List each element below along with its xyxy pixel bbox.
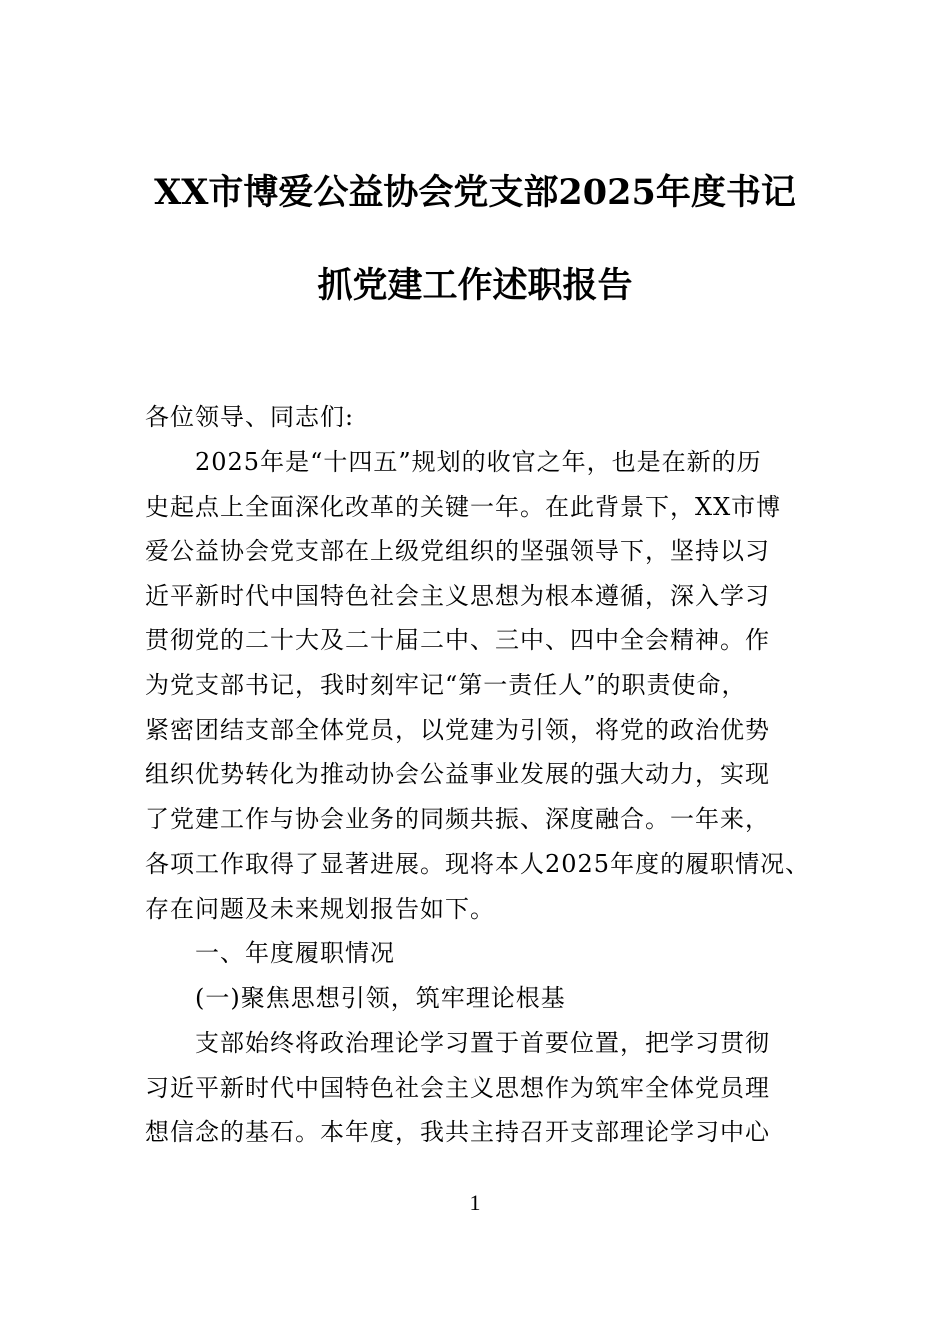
subsection-heading: (一)聚焦思想引领，筑牢理论根基 xyxy=(195,984,566,1012)
page-number: 1 xyxy=(469,1190,481,1215)
report-title-line-2: 抓党建工作述职报告 xyxy=(317,265,633,306)
intro-line: 组织优势转化为推动协会公益事业发展的强大动力，实现 xyxy=(145,760,770,788)
report-title-line-1: XX市博爱公益协会党支部2025年度书记 xyxy=(154,172,796,213)
section-heading: 一、年度履职情况 xyxy=(195,939,395,967)
intro-line: 2025年是“十四五”规划的收官之年，也是在新的历 xyxy=(195,448,762,476)
intro-line: 贯彻党的二十大及二十届二中、三中、四中全会精神。作 xyxy=(145,626,770,654)
intro-line: 各项工作取得了显著进展。现将本人2025年度的履职情况、 xyxy=(145,850,811,878)
intro-line: 了党建工作与协会业务的同频共振、深度融合。一年来， xyxy=(145,805,770,833)
body-line: 想信念的基石。本年度，我共主持召开支部理论学习中心 xyxy=(145,1118,770,1146)
intro-line: 史起点上全面深化改革的关键一年。在此背景下，XX市博 xyxy=(145,493,782,521)
body-line: 支部始终将政治理论学习置于首要位置，把学习贯彻 xyxy=(195,1029,770,1057)
body-line: 习近平新时代中国特色社会主义思想作为筑牢全体党员理 xyxy=(145,1074,770,1102)
salutation: 各位领导、同志们: xyxy=(145,403,355,431)
intro-line: 存在问题及未来规划报告如下。 xyxy=(145,895,495,923)
intro-line: 为党支部书记，我时刻牢记“第一责任人”的职责使命， xyxy=(145,671,747,699)
intro-line: 近平新时代中国特色社会主义思想为根本遵循，深入学习 xyxy=(145,582,770,610)
intro-line: 紧密团结支部全体党员，以党建为引领，将党的政治优势 xyxy=(145,716,770,744)
intro-line: 爱公益协会党支部在上级党组织的坚强领导下，坚持以习 xyxy=(145,537,770,565)
